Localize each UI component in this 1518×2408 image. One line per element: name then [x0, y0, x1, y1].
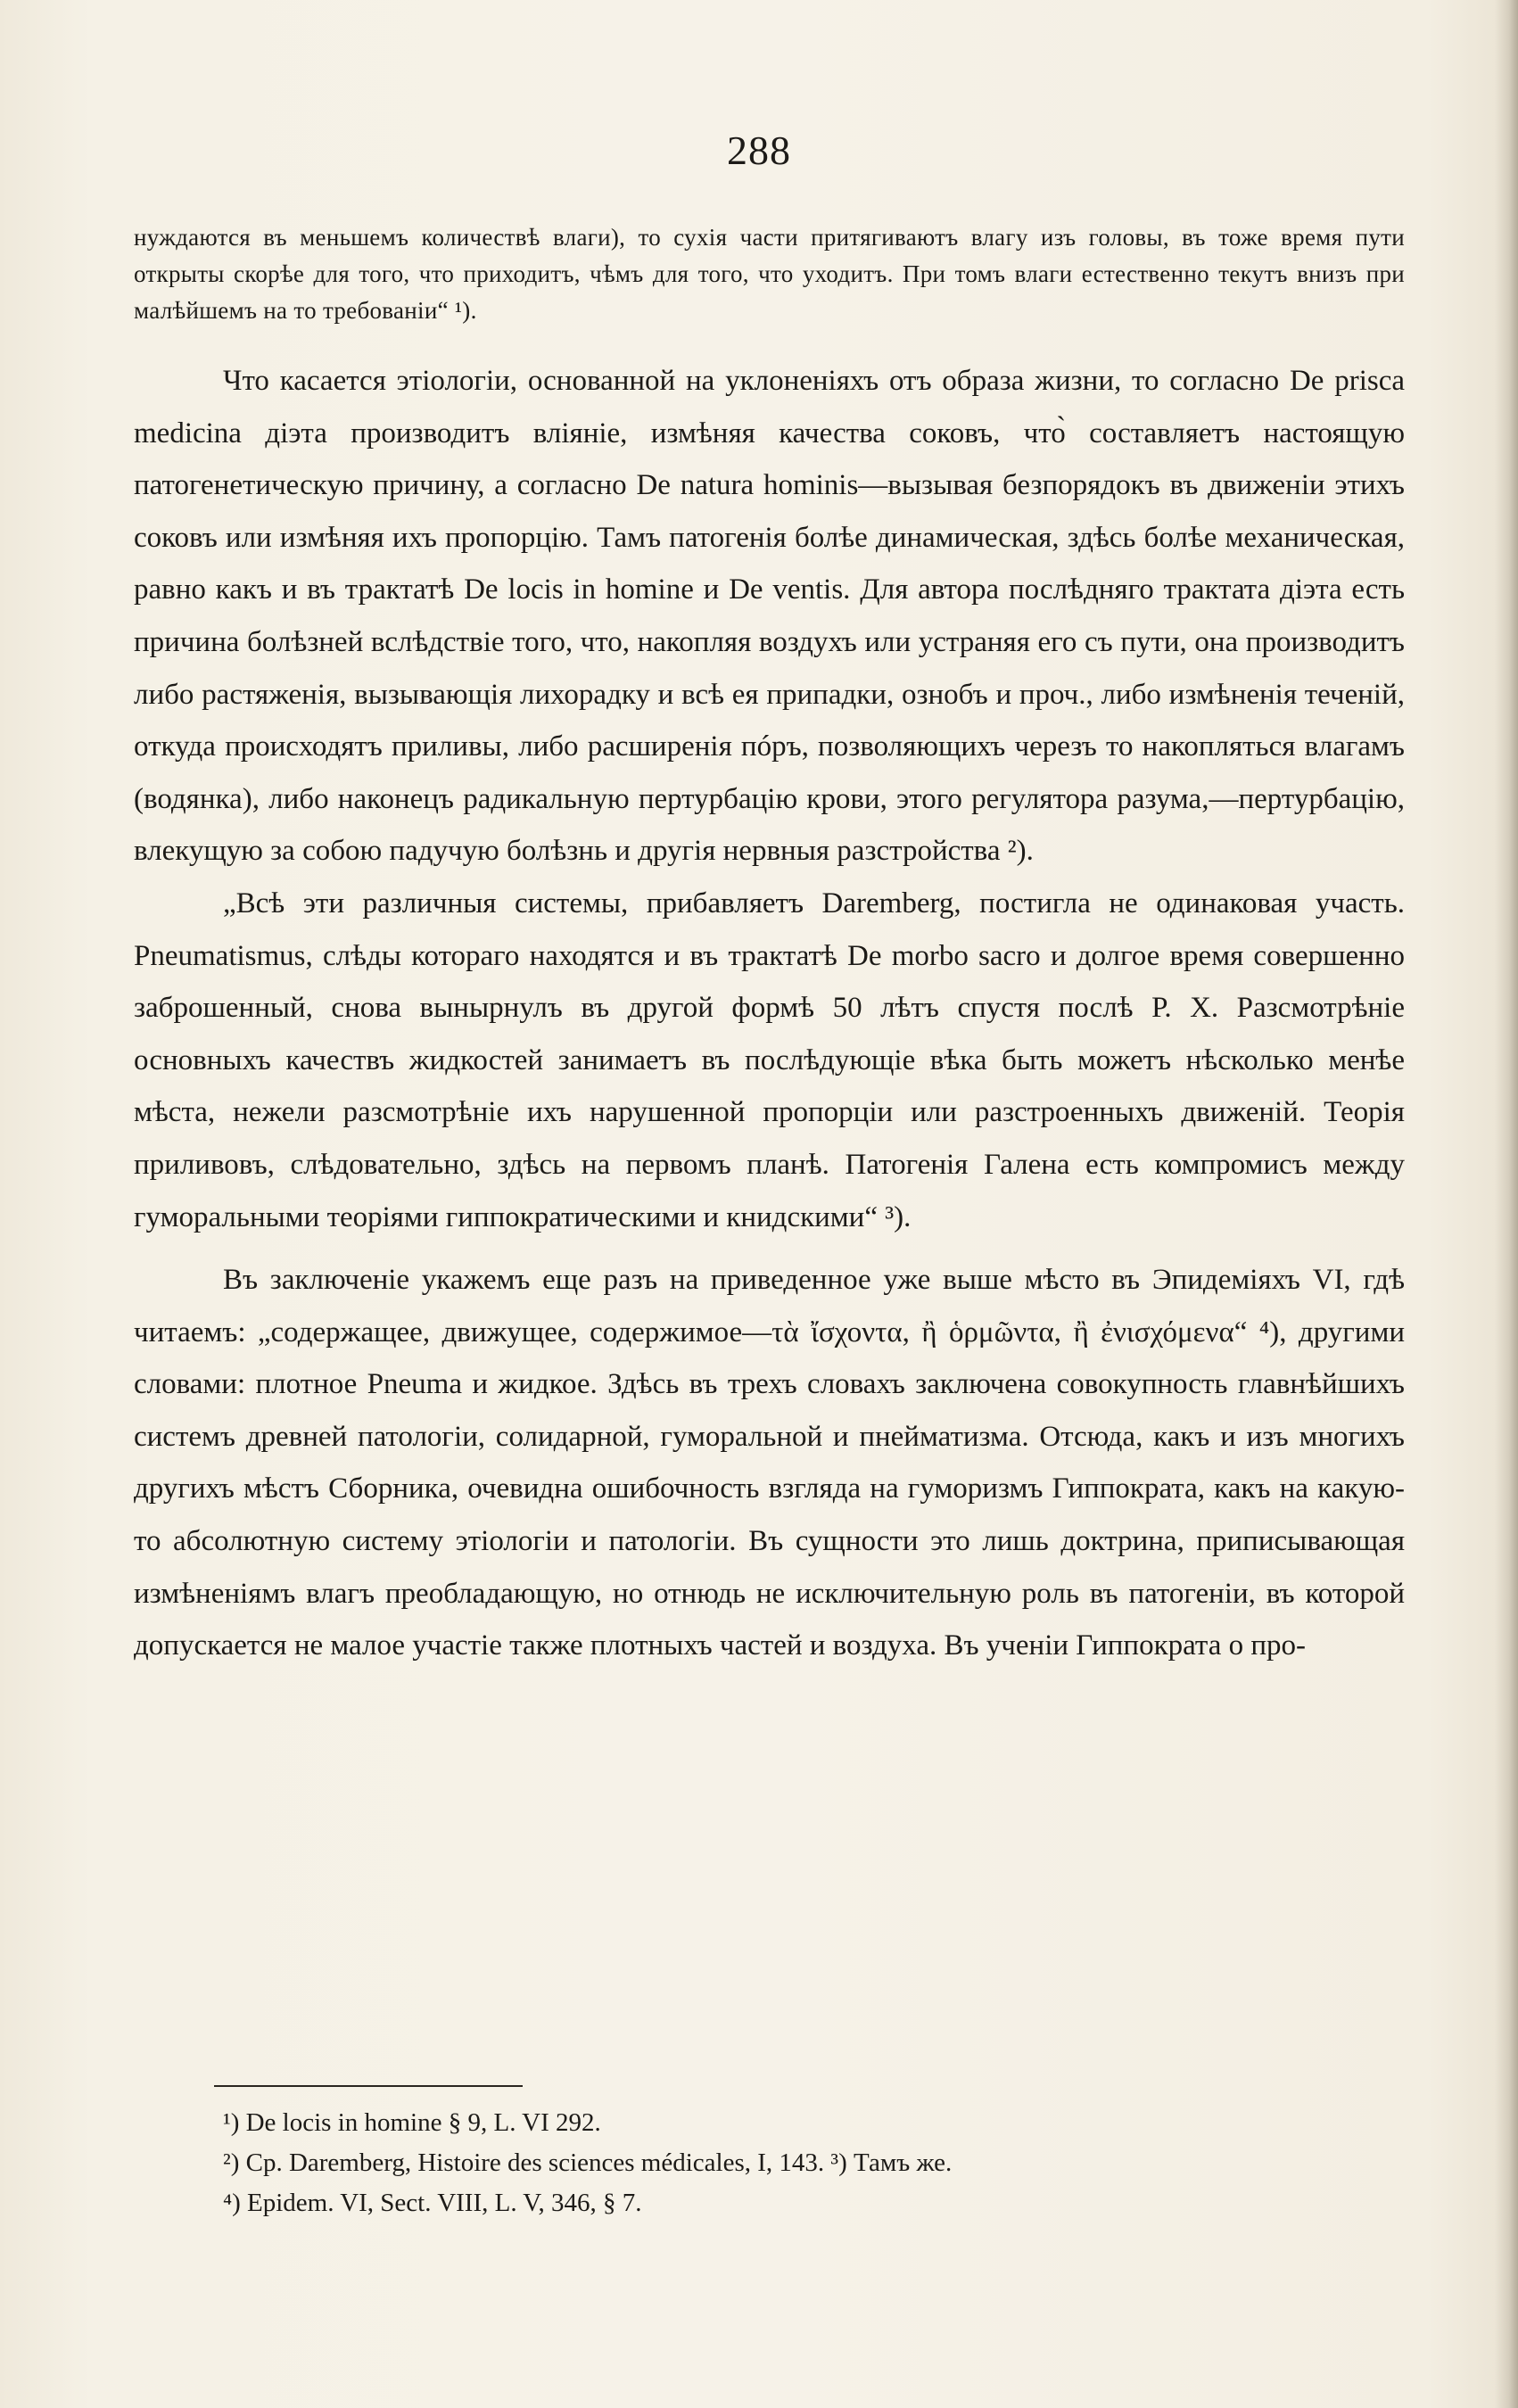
page-number: 288	[727, 128, 791, 173]
paragraph-conclusion: Въ заключеніе укажемъ еще разъ на приведенное уже выше мѣсто въ Эпидеміяхъ VI, гдѣ читаемъ: „содержащее, движущее, содержимое—τὰ ἴσχοντα, ἢ ὁρμῶντα, ἢ ἐνισχόμενα“ ⁴), другими словами: плотное Pneuma и жидкое. Здѣсь въ трехъ словахъ заключена совокупность главнѣйшихъ системъ древней патологіи, солидарной, гуморальной и пнейматизма. Отсюда, какъ и изъ многихъ другихъ мѣстъ Сборника, очевидна ошибочность взгляда на гуморизмъ Гиппократа, какъ на какую-то абсолютную систему этіологіи и патологіи. Въ сущности это лишь доктрина, приписывающая измѣненіямъ влагъ преобладающую, но отнюдь не исключительную роль въ патогеніи, въ которой допускается не малое участіе также плотныхъ частей и воздуха. Въ ученіи Гиппократа о про-	[134, 1264, 1405, 1662]
top-paragraph-block	[134, 219, 1405, 329]
footnote-4: ⁴) Epidem. VI, Sect. VIII, L. V, 346, § 7.	[223, 2189, 642, 2217]
top-paragraph: нуждаются въ меньшемъ количествѣ влаги), то сухія части притягиваютъ влагу изъ головы, въ тоже время пути открыты скорѣе для того, что приходитъ, чѣмъ для того, что уходитъ. При томъ влаги естественно текутъ внизъ при малѣйшемъ на то требованіи“ ¹).	[134, 224, 1405, 324]
footnotes	[134, 2103, 1405, 2223]
paragraph-etiology: Что касается этіологіи, основанной на уклоненіяхъ отъ образа жизни, то согласно De prisca medicina діэта производитъ вліяніе, измѣняя качества соковъ, что̀ составляетъ настоящую патогенетическую причину, а согласно De natura hominis—вызывая безпорядокъ въ движеніи этихъ соковъ или измѣняя ихъ пропорцію. Тамъ патогенія болѣе динамическая, здѣсь болѣе механическая, равно какъ и въ трактатѣ De locis in homine и De ventis. Для автора послѣдняго трактата діэта есть причина болѣзней вслѣдствіе того, что, накопляя воздухъ или устраняя его съ пути, она производитъ либо растяженія, вызывающія лихорадку и всѣ ея припадки, ознобъ и проч., либо измѣненія теченій, откуда происходятъ приливы, либо расширенія пóръ, позволяющихъ черезъ то накопляться влагамъ (водянка), либо наконецъ радикальную пертурбацію крови, этого регулятора разума,—пертурбацію, влекущую за собою падучую болѣзнь и другія нервныя разстройства ²).	[134, 365, 1405, 868]
page-edge-shadow	[1495, 0, 1518, 2408]
footnote-1: ¹) De locis in homine § 9, L. VI 292.	[223, 2108, 601, 2137]
paragraph-daremberg-quote: „Всѣ эти различныя системы, прибавляетъ Daremberg, постигла не одинаковая участь. Pneumatismus, слѣды котораго находятся и въ трактатѣ De morbo sacro и долгое время совершенно заброшенный, снова вынырнулъ въ другой формѣ 50 лѣтъ спустя послѣ Р. Х. Разсмотрѣніе основныхъ качествъ жидкостей занимаетъ въ послѣдующіе вѣка быть можетъ нѣсколько менѣе мѣста, нежели разсмотрѣніе ихъ нарушенной пропорціи или разстроенныхъ движеній. Теорія приливовъ, слѣдовательно, здѣсь на первомъ планѣ. Патогенія Галена есть компромисъ между гуморальными теоріями гиппократическими и книдскими“ ³).	[134, 887, 1405, 1233]
footnote-2: ²) Cp. Daremberg, Histoire des sciences médicales, I, 143. ³) Тамъ же.	[223, 2148, 953, 2177]
footnote-separator	[214, 2085, 523, 2087]
main-text	[134, 355, 1405, 1672]
